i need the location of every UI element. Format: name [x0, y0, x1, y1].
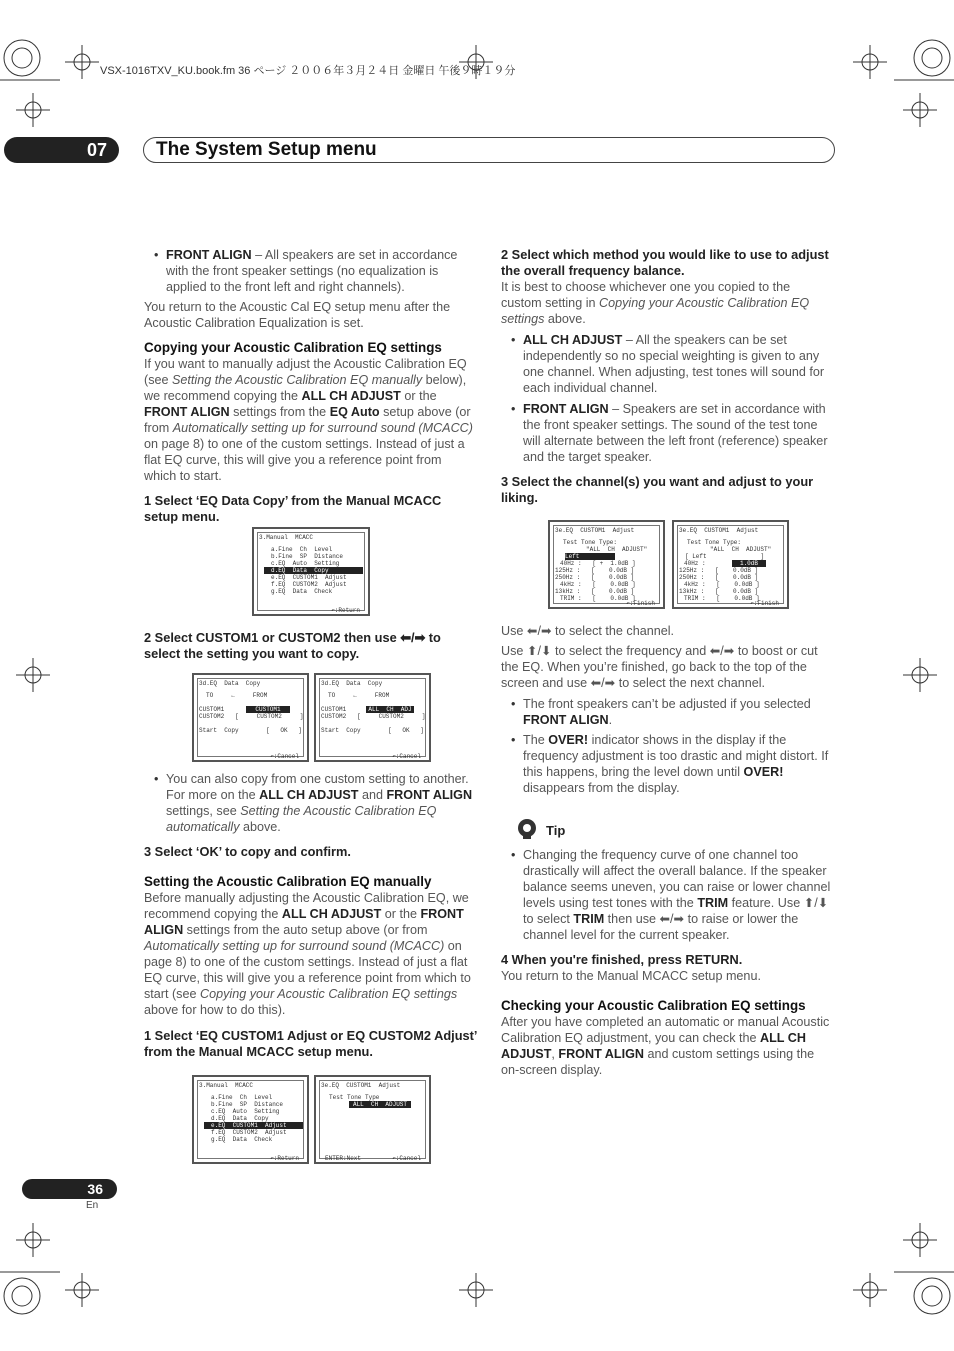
step-2-method: 2 Select which method you would like to use to adjust the overall frequency balance. — [501, 247, 829, 278]
tip-bullet: • Changing the frequency curve of one channel too drastically will affect the overall balance. If the speaker balance seems uneven, you can raise or lower channel levels using test tones with the TRIM feature. Use ⬆/⬇ to select TRIM then use ⬅/➡ to raise or lower the channel level for the current speaker. — [501, 847, 834, 943]
copy-bullet: • You can also copy from one custom setting to another. For more on the ALL CH ADJUST and FRONT ALIGN settings, see Setting the Acoustic Calibration EQ automatically above. — [144, 771, 477, 835]
all-ch-bullet: • ALL CH ADJUST – All the speakers can be set independently so no special weighting is given to any one channel. When adjusting, test tones will sound for each individual channel. — [501, 332, 834, 396]
step-2-copy: 2 Select CUSTOM1 or CUSTOM2 then use ⬅/➡ to select the setting you want to copy. — [144, 630, 441, 661]
step-4-paragraph: You return to the Manual MCACC setup menu. — [501, 969, 761, 983]
step-4-return: 4 When you're finished, press RETURN. — [501, 952, 743, 967]
osd-eq-custom1-adjust-start: 3e.EQ CUSTOM1 Adjust Test Tone Type ALL CH ADJUST ENTER:Next ↶:Cancel — [314, 1075, 431, 1164]
copy-paragraph: If you want to manually adjust the Acoustic Calibration EQ (see Setting the Acoustic Calibration EQ manually below), we recommend copying the ALL CH ADJUST or the FRONT ALIGN settings from the EQ Auto setup above (or from Automatically setting up for surround sound (MCACC) on page 8) to one of the custom settings. Instead of just a flat EQ curve, this will give you a reference point from which to start. — [144, 357, 473, 483]
front-align-bullet: • FRONT ALIGN – All speakers are set in accordance with the front speaker settings (no equalization is applied to the front left and right channels). — [144, 247, 477, 295]
step-3-copy: 3 Select ‘OK’ to copy and confirm. — [144, 844, 351, 859]
osd-eq-data-copy-b: 3d.EQ Data Copy TO ← FROM CUSTOM1 ALL CH ADJ CUSTOM2 [ CUSTOM2 ] Start Copy [ OK ] ↶:Cancel — [314, 673, 431, 762]
check-heading: Checking your Acoustic Calibration EQ settings — [501, 998, 806, 1013]
osd-eq-data-copy-a: 3d.EQ Data Copy TO ← FROM CUSTOM1 CUSTOM1 CUSTOM2 [ CUSTOM2 ] Start Copy [ OK ] ↶:Cancel — [192, 673, 309, 762]
check-paragraph: After you have completed an automatic or manual Acoustic Calibration EQ adjustment, you can check the ALL CH ADJUST, FRONT ALIGN and custom settings using the on-screen display. — [501, 1015, 830, 1077]
step-2-paragraph: It is best to choose whichever one you copied to the custom setting in Copying your Acoustic Calibration EQ settings above. — [501, 280, 810, 326]
page-title: The System Setup menu — [156, 139, 377, 160]
chapter-number: 07 — [4, 137, 119, 163]
osd-manual-mcacc-1: 3.Manual MCACC a.Fine Ch Level b.Fine SP Distance c.EQ Auto Setting d.EQ Data Copy e.EQ CUSTOM1 Adjust f.EQ CUSTOM2 Adjust g.EQ Data Check ↶:Return — [252, 527, 370, 616]
manual-paragraph: Before manually adjusting the Acoustic Calibration EQ, we recommend copying the ALL CH ADJUST or the FRONT ALIGN settings from the auto setup above (or from Automatically setting up for surround sound (MCACC) on page 8) to one of the custom settings. Instead of just a flat EQ curve, this will give you a reference point from which to start (see Copying your Acoustic Calibration EQ settings above for how to do this). — [144, 891, 471, 1017]
right-column — [501, 247, 834, 506]
right-column-2 — [501, 623, 834, 796]
step-1-manual: 1 Select ‘EQ CUSTOM1 Adjust or EQ CUSTOM2 Adjust’ from the Manual MCACC setup menu. — [144, 1028, 477, 1059]
osd-eq-adjust-1: 3e.EQ CUSTOM1 Adjust Test Tone Type: "ALL CH ADJUST" Left 40Hz : [ + 1.0dB ] 125Hz : [ 0.0dB ] 250Hz : [ 0.0dB ] 4kHz : [ 0.0dB ] 13kHz : [ 0.0dB ] TRIM : [ 0.0dB ] ↶:Finish — [548, 520, 665, 609]
use-channel: Use ⬅/➡ to select the channel. — [501, 624, 675, 638]
page-number: 36 — [22, 1179, 117, 1199]
copy-heading: Copying your Acoustic Calibration EQ settings — [144, 340, 442, 355]
language-label: En — [86, 1200, 99, 1211]
return-note: You return to the Acoustic Cal EQ setup menu after the Acoustic Calibration Equalization is set. — [144, 300, 451, 330]
right-column-3 — [501, 847, 834, 1078]
step-3-channel: 3 Select the channel(s) you want and adjust to your liking. — [501, 474, 814, 505]
osd-eq-adjust-2: 3e.EQ CUSTOM1 Adjust Test Tone Type: "ALL CH ADJUST" [ Left ] 40Hz : 1.0dB 125Hz : [ 0.0dB ] 250Hz : [ 0.0dB ] 4kHz : [ 0.0dB ] 13kHz : [ 0.0dB ] TRIM : [ 0.0dB ] ↶:Finish — [672, 520, 789, 609]
over-bullet: • The OVER! indicator shows in the display if the frequency adjustment is too drastic and might distort. If this happens, bring the level down until OVER! disappears from the display. — [501, 732, 834, 796]
osd-manual-mcacc-2: 3.Manual MCACC a.Fine Ch Level b.Fine SP Distance c.EQ Auto Setting d.EQ Data Copy e.EQ CUSTOM1 Adjust f.EQ CUSTOM2 Adjust g.EQ Data Check ↶:Return — [192, 1075, 309, 1164]
use-frequency: Use ⬆/⬇ to select the frequency and ⬅/➡ to boost or cut the EQ. When you’re finished, go back to the top of the screen and use ⬅/➡ to select the next channel. — [501, 644, 818, 690]
front-align-bullet-right: • FRONT ALIGN – Speakers are set in accordance with the front speaker settings. The sound of the test tone will alternate between the left front (reference) speaker and the target speaker. — [501, 401, 834, 465]
tip-label: Tip — [546, 823, 566, 838]
left-column-3 — [144, 771, 477, 1060]
lightbulb-icon — [516, 818, 538, 840]
file-header: VSX-1016TXV_KU.book.fm 36 ページ ２００６年３月２４日 金曜日 午後９時１９分 — [100, 65, 516, 77]
front-note-bullet: • The front speakers can’t be adjusted if you selected FRONT ALIGN. — [501, 696, 834, 728]
step-1-copy: 1 Select ‘EQ Data Copy’ from the Manual MCACC setup menu. — [144, 493, 442, 524]
left-column — [144, 247, 477, 525]
manual-heading: Setting the Acoustic Calibration EQ manually — [144, 874, 432, 889]
left-column-2 — [144, 630, 477, 662]
